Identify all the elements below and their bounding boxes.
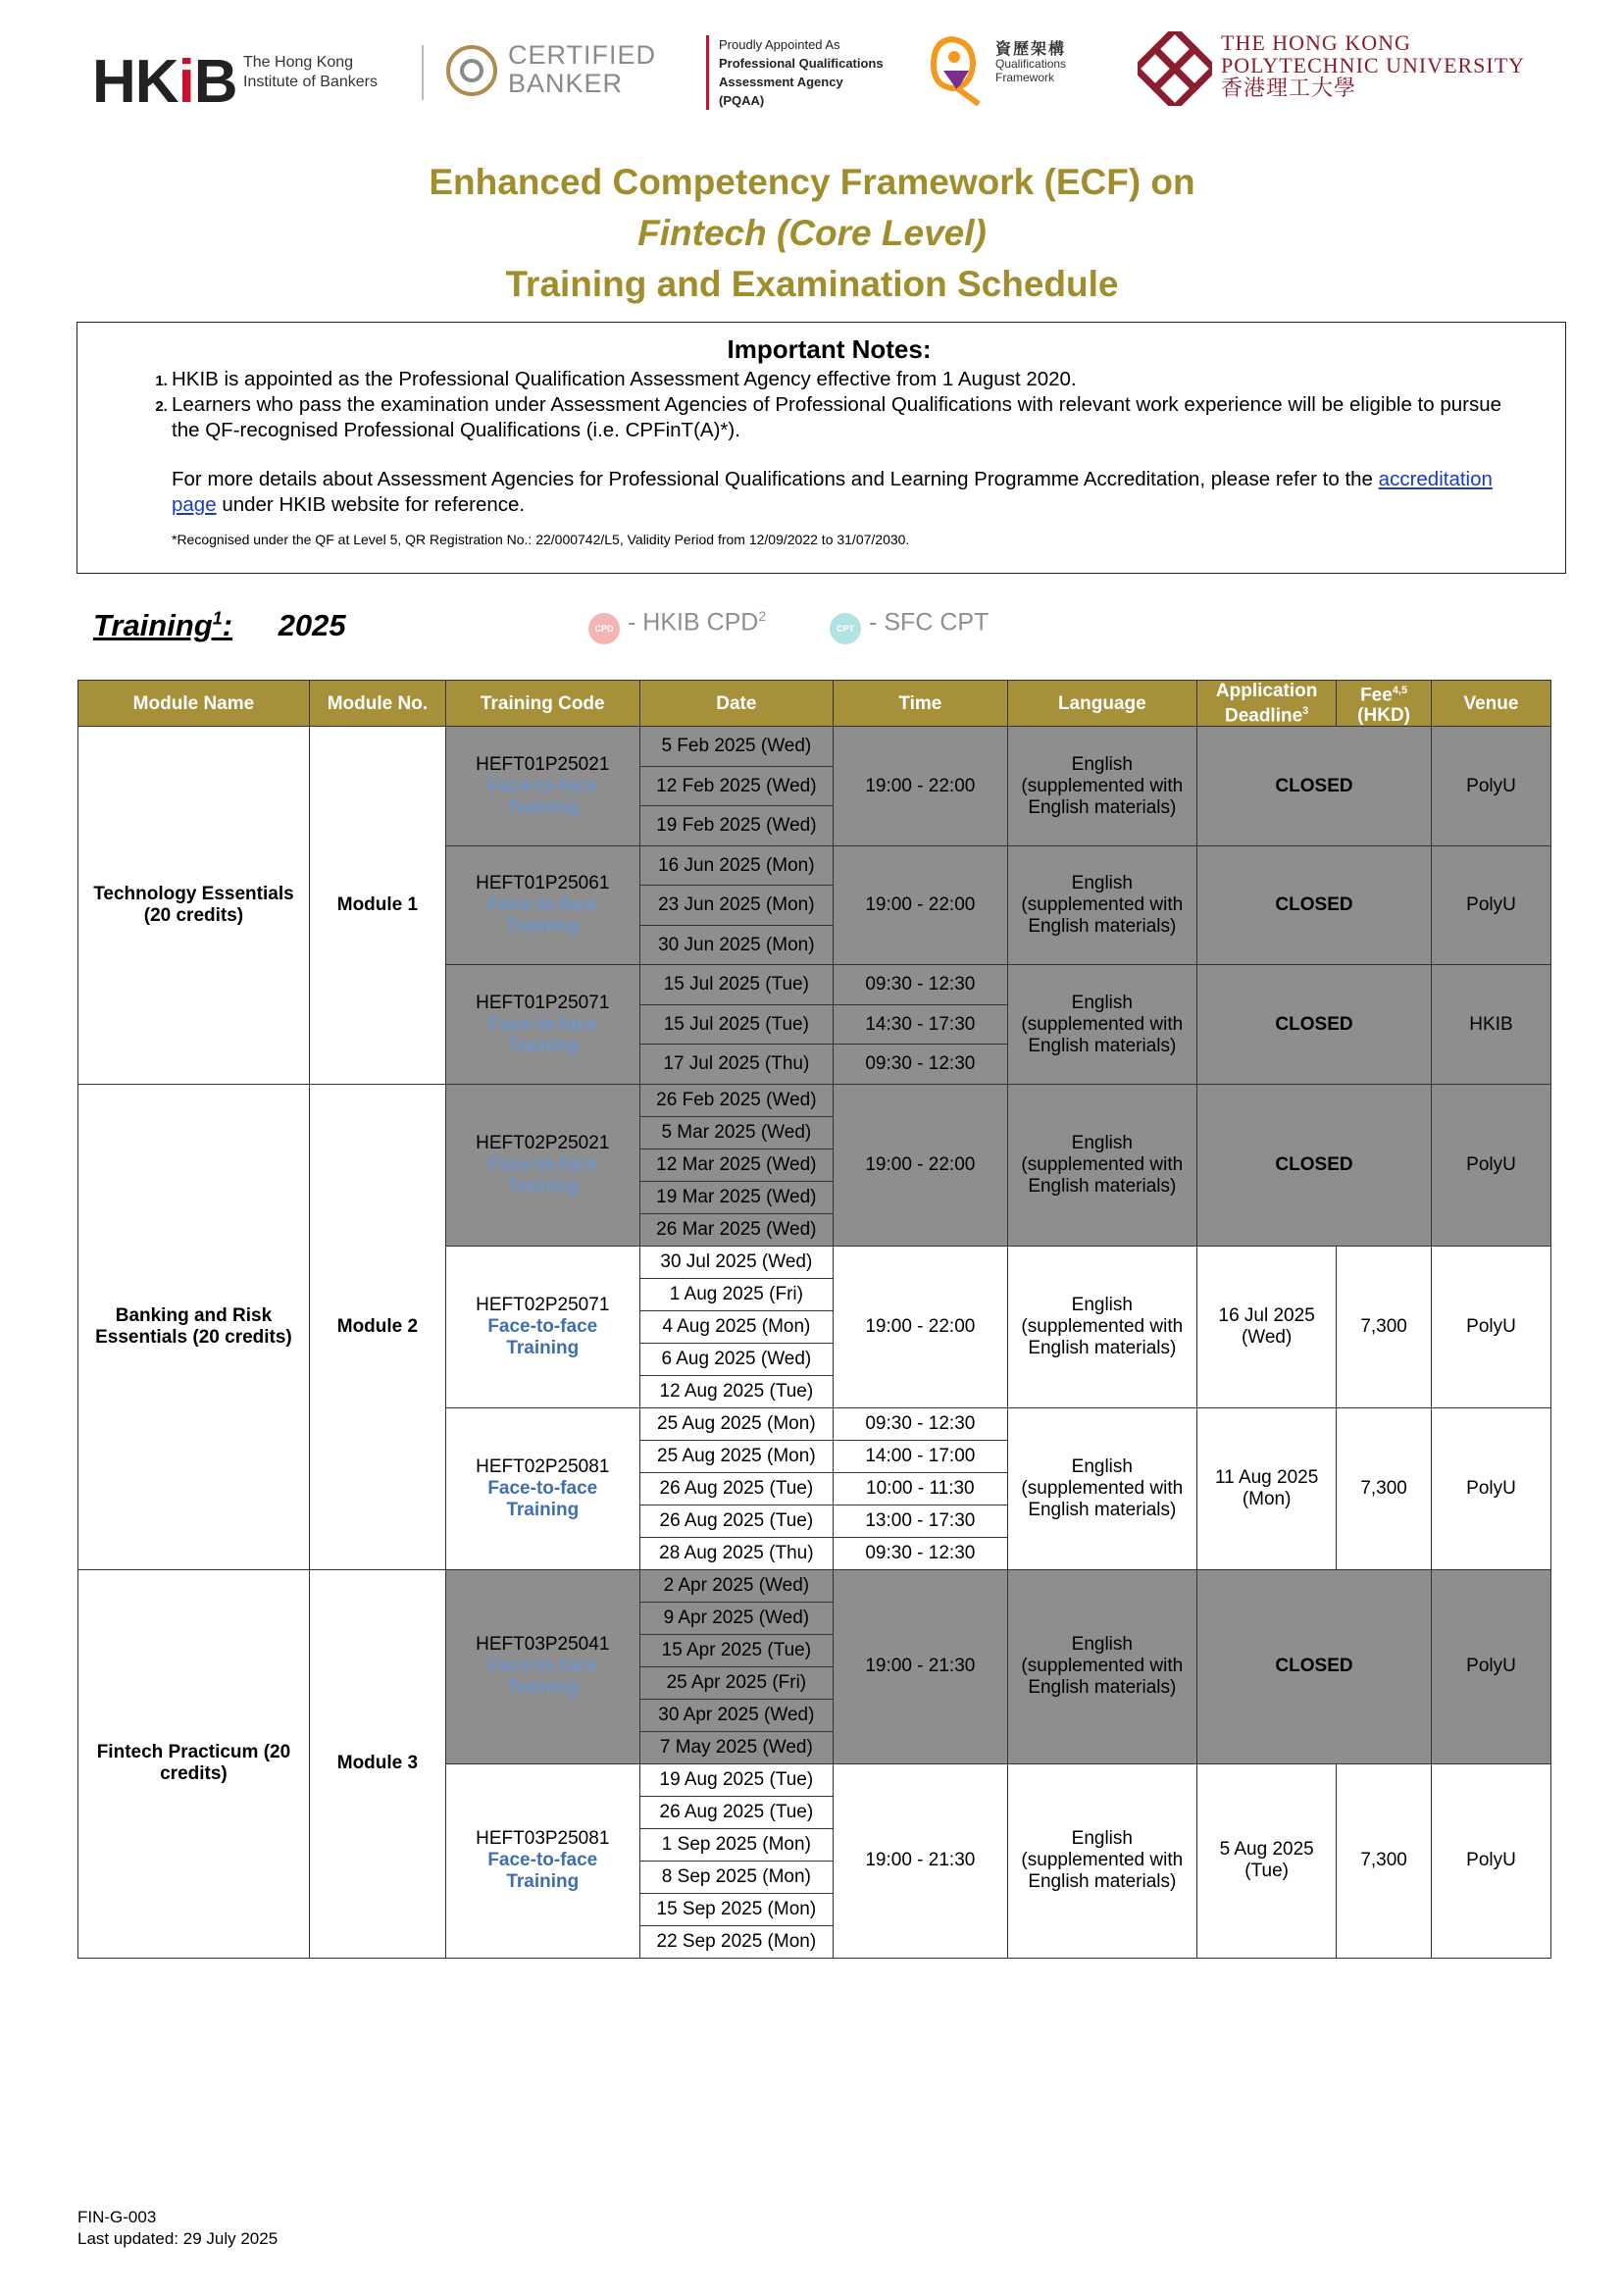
language-cell: English (supplemented with English materials) xyxy=(1007,727,1197,846)
document-code: FIN-G-003 xyxy=(77,2208,157,2226)
date-cell: 23 Jun 2025 (Mon) xyxy=(639,886,834,926)
venue-cell: PolyU xyxy=(1431,845,1550,965)
fee-unit: (HKD) xyxy=(1357,705,1410,727)
language-cell: English (supplemented with English materials) xyxy=(1007,1407,1197,1569)
training-code: HEFT02P25021 xyxy=(476,1132,610,1153)
date-cell: 30 Apr 2025 (Wed) xyxy=(639,1699,834,1731)
legend-cpt: - SFC CPT xyxy=(869,608,990,637)
date-cell: 26 Aug 2025 (Tue) xyxy=(639,1505,834,1537)
logo-strip xyxy=(88,27,1559,126)
polyu-line1: THE HONG KONG xyxy=(1221,30,1411,55)
qf-logo-text xyxy=(995,43,1066,84)
training-code: HEFT02P25071 xyxy=(476,1294,610,1315)
hkib-name xyxy=(243,53,378,92)
training-label: Training xyxy=(93,608,213,642)
col-module-name: Module Name xyxy=(78,681,310,727)
hkib-name-line1: The Hong Kong xyxy=(243,54,354,71)
training-code-cell xyxy=(445,1763,639,1958)
table-row xyxy=(78,1084,1551,1116)
important-notes-box xyxy=(76,322,1566,574)
time-cell: 09:30 - 12:30 xyxy=(834,1537,1007,1569)
date-cell: 25 Aug 2025 (Mon) xyxy=(639,1440,834,1472)
training-code-cell xyxy=(445,1407,639,1569)
note-item-2: 2. Learners who pass the examination under Assessment Agencies of Professional Qualifications with relevant work experience will be eligible to pursue the QF-recognised Professional Qualifications (i.e. CPFinT(A)*). xyxy=(172,392,1526,443)
date-cell: 15 Apr 2025 (Tue) xyxy=(639,1634,834,1666)
date-cell: 12 Aug 2025 (Tue) xyxy=(639,1375,834,1407)
qf-line1: Qualifications xyxy=(995,57,1067,71)
more-info-text-after: under HKIB website for reference. xyxy=(222,493,526,516)
date-cell: 19 Feb 2025 (Wed) xyxy=(639,806,834,846)
training-colon: : xyxy=(222,608,233,642)
notes-heading: Important Notes: xyxy=(727,334,932,364)
col-module-no: Module No. xyxy=(309,681,445,727)
training-code: HEFT01P25061 xyxy=(476,873,610,894)
language-cell: English (supplemented with English materials) xyxy=(1007,1246,1197,1407)
training-code-cell xyxy=(445,845,639,965)
accreditation-page-link[interactable]: accreditation page xyxy=(172,468,1493,516)
note-item-1: 1. HKIB is appointed as the Professional Qualification Assessment Agency effective from 1 August 2020. xyxy=(172,367,1526,392)
notes-list xyxy=(132,367,1526,443)
date-cell: 28 Aug 2025 (Thu) xyxy=(639,1537,834,1569)
closed-status-cell: CLOSED xyxy=(1197,845,1432,965)
training-sup: 1 xyxy=(212,608,223,629)
time-cell: 14:00 - 17:00 xyxy=(834,1440,1007,1472)
table-header-row xyxy=(78,681,1551,727)
legend-cpd: - HKIB CPD xyxy=(628,608,759,637)
face-to-face-tag: Face-to-face Training xyxy=(487,1013,598,1056)
training-year: 2025 xyxy=(278,608,346,642)
training-code: HEFT01P25021 xyxy=(476,753,610,775)
venue-cell: HKIB xyxy=(1431,965,1550,1085)
date-cell: 16 Jun 2025 (Mon) xyxy=(639,845,834,886)
certified-banker-text xyxy=(508,41,656,98)
qf-line2: Framework xyxy=(995,71,1055,84)
training-code-cell xyxy=(445,1084,639,1246)
time-cell: 10:00 - 11:30 xyxy=(834,1472,1007,1505)
date-cell: 12 Feb 2025 (Wed) xyxy=(639,766,834,806)
date-cell: 25 Aug 2025 (Mon) xyxy=(639,1407,834,1440)
time-cell: 09:30 - 12:30 xyxy=(834,965,1007,1005)
page-footer xyxy=(77,2207,278,2250)
time-cell: 19:00 - 21:30 xyxy=(834,1569,1007,1763)
venue-cell: PolyU xyxy=(1431,1407,1550,1569)
certified-banker-line2: BANKER xyxy=(508,69,624,98)
pqaa-line1: Proudly Appointed As xyxy=(719,37,840,52)
deadline-cell: 11 Aug 2025 (Mon) xyxy=(1197,1407,1337,1569)
date-cell: 19 Aug 2025 (Tue) xyxy=(639,1763,834,1796)
face-to-face-tag: Face-to-face Training xyxy=(487,1477,598,1520)
time-cell: 19:00 - 21:30 xyxy=(834,1763,1007,1958)
col-venue: Venue xyxy=(1431,681,1550,727)
date-cell: 15 Sep 2025 (Mon) xyxy=(639,1893,834,1925)
deadline-sup: 3 xyxy=(1302,705,1309,717)
time-cell: 19:00 - 22:00 xyxy=(834,1246,1007,1407)
language-cell: English (supplemented with English materials) xyxy=(1007,1084,1197,1246)
module-no-cell: Module 1 xyxy=(309,727,445,1085)
date-cell: 5 Mar 2025 (Wed) xyxy=(639,1116,834,1148)
date-cell: 15 Jul 2025 (Tue) xyxy=(639,965,834,1005)
pqaa-line2: Professional Qualifications xyxy=(719,56,884,71)
face-to-face-tag: Face-to-face Training xyxy=(487,1315,598,1358)
venue-cell: PolyU xyxy=(1431,1763,1550,1958)
language-cell: English (supplemented with English materials) xyxy=(1007,845,1197,965)
schedule-table xyxy=(77,680,1551,1959)
cpd-cpt-legend xyxy=(588,608,989,644)
closed-status-cell: CLOSED xyxy=(1197,1569,1432,1763)
face-to-face-tag: Face-to-face Training xyxy=(487,1153,598,1197)
qf-zh: 資歷架構 xyxy=(995,41,1067,58)
title-line1: Enhanced Competency Framework (ECF) on xyxy=(429,162,1195,202)
venue-cell: PolyU xyxy=(1431,1569,1550,1763)
date-cell: 6 Aug 2025 (Wed) xyxy=(639,1343,834,1375)
date-cell: 15 Jul 2025 (Tue) xyxy=(639,1004,834,1045)
legend-cpd-sup: 2 xyxy=(758,608,767,624)
notes-more-info xyxy=(172,467,1526,518)
module-name-cell: Banking and Risk Essentials (20 credits) xyxy=(78,1084,310,1569)
polyu-logo-text xyxy=(1221,31,1525,99)
venue-cell: PolyU xyxy=(1431,727,1550,846)
face-to-face-tag: Face-to-face Training xyxy=(487,775,598,818)
col-date: Date xyxy=(639,681,834,727)
module-no-cell: Module 2 xyxy=(309,1084,445,1569)
date-cell: 2 Apr 2025 (Wed) xyxy=(639,1569,834,1602)
cpd-badge-icon: CPD xyxy=(588,613,620,644)
col-fee xyxy=(1337,681,1432,727)
training-heading xyxy=(93,608,346,643)
date-cell: 30 Jul 2025 (Wed) xyxy=(639,1246,834,1278)
last-updated: Last updated: 29 July 2025 xyxy=(77,2229,279,2248)
col-deadline xyxy=(1197,681,1337,727)
time-cell: 14:30 - 17:30 xyxy=(834,1004,1007,1045)
date-cell: 26 Feb 2025 (Wed) xyxy=(639,1084,834,1116)
date-cell: 7 May 2025 (Wed) xyxy=(639,1731,834,1763)
date-cell: 12 Mar 2025 (Wed) xyxy=(639,1148,834,1181)
venue-cell: PolyU xyxy=(1431,1084,1550,1246)
date-cell: 1 Aug 2025 (Fri) xyxy=(639,1278,834,1310)
notes-footnote: *Recognised under the QF at Level 5, QR Registration No.: 22/000742/L5, Validity Period from 12/09/2022 to 31/07/2030. xyxy=(172,532,910,547)
closed-status-cell: CLOSED xyxy=(1197,727,1432,846)
time-cell: 13:00 - 17:30 xyxy=(834,1505,1007,1537)
col-language: Language xyxy=(1007,681,1197,727)
date-cell: 26 Mar 2025 (Wed) xyxy=(639,1213,834,1246)
training-code-cell xyxy=(445,965,639,1085)
fee-label: Fee xyxy=(1360,685,1393,706)
date-cell: 17 Jul 2025 (Thu) xyxy=(639,1045,834,1085)
date-cell: 30 Jun 2025 (Mon) xyxy=(639,925,834,965)
training-code: HEFT03P25041 xyxy=(476,1634,610,1656)
fee-cell: 7,300 xyxy=(1337,1407,1432,1569)
training-code-cell xyxy=(445,1246,639,1407)
pqaa-line4: (PQAA) xyxy=(719,93,765,108)
certified-banker-icon xyxy=(446,45,497,96)
date-cell: 26 Aug 2025 (Tue) xyxy=(639,1472,834,1505)
language-cell: English (supplemented with English materials) xyxy=(1007,1763,1197,1958)
closed-status-cell: CLOSED xyxy=(1197,1084,1432,1246)
closed-status-cell: CLOSED xyxy=(1197,965,1432,1085)
venue-cell: PolyU xyxy=(1431,1246,1550,1407)
pqaa-label xyxy=(706,35,884,110)
table-row xyxy=(78,727,1551,767)
time-cell: 19:00 - 22:00 xyxy=(834,845,1007,965)
module-no-cell: Module 3 xyxy=(309,1569,445,1958)
cpt-badge-icon: CPT xyxy=(830,613,861,644)
deadline-label: Application Deadline xyxy=(1215,681,1318,727)
fee-cell: 7,300 xyxy=(1337,1246,1432,1407)
polyu-line2: POLYTECHNIC UNIVERSITY xyxy=(1221,53,1526,77)
deadline-cell: 5 Aug 2025 (Tue) xyxy=(1197,1763,1337,1958)
face-to-face-tag: Face-to-face Training xyxy=(487,1656,598,1699)
title-line2: Fintech (Core Level) xyxy=(637,213,987,253)
page-title xyxy=(0,157,1624,310)
date-cell: 19 Mar 2025 (Wed) xyxy=(639,1181,834,1213)
training-code-cell xyxy=(445,1569,639,1763)
logo-divider xyxy=(422,45,424,100)
date-cell: 9 Apr 2025 (Wed) xyxy=(639,1602,834,1634)
module-name-cell: Technology Essentials (20 credits) xyxy=(78,727,310,1085)
fee-sup: 4,5 xyxy=(1392,685,1408,696)
pqaa-line3: Assessment Agency xyxy=(719,75,843,89)
module-name-cell: Fintech Practicum (20 credits) xyxy=(78,1569,310,1958)
date-cell: 5 Feb 2025 (Wed) xyxy=(639,727,834,767)
date-cell: 22 Sep 2025 (Mon) xyxy=(639,1925,834,1958)
language-cell: English (supplemented with English materials) xyxy=(1007,965,1197,1085)
time-cell: 19:00 - 22:00 xyxy=(834,1084,1007,1246)
face-to-face-tag: Face-to-face Training xyxy=(487,894,598,938)
deadline-cell: 16 Jul 2025 (Wed) xyxy=(1197,1246,1337,1407)
schedule-body xyxy=(78,727,1551,1959)
date-cell: 8 Sep 2025 (Mon) xyxy=(639,1861,834,1893)
certified-banker-line1: CERTIFIED xyxy=(508,40,657,70)
time-cell: 19:00 - 22:00 xyxy=(834,727,1007,846)
date-cell: 25 Apr 2025 (Fri) xyxy=(639,1666,834,1699)
time-cell: 09:30 - 12:30 xyxy=(834,1045,1007,1085)
qf-logo-icon xyxy=(922,31,990,110)
time-cell: 09:30 - 12:30 xyxy=(834,1407,1007,1440)
col-training-code: Training Code xyxy=(445,681,639,727)
training-code: HEFT02P25081 xyxy=(476,1455,610,1477)
date-cell: 4 Aug 2025 (Mon) xyxy=(639,1310,834,1343)
title-line3: Training and Examination Schedule xyxy=(505,264,1119,304)
date-cell: 26 Aug 2025 (Tue) xyxy=(639,1796,834,1828)
training-code: HEFT03P25081 xyxy=(476,1828,610,1850)
polyu-zh: 香港理工大學 xyxy=(1221,76,1357,100)
hkib-logo: HKiB xyxy=(92,48,237,116)
col-time: Time xyxy=(834,681,1007,727)
language-cell: English (supplemented with English materials) xyxy=(1007,1569,1197,1763)
date-cell: 1 Sep 2025 (Mon) xyxy=(639,1828,834,1861)
training-code: HEFT01P25071 xyxy=(476,992,610,1013)
face-to-face-tag: Face-to-face Training xyxy=(487,1850,598,1893)
fee-cell: 7,300 xyxy=(1337,1763,1432,1958)
hkib-name-line2: Institute of Bankers xyxy=(243,74,378,90)
training-code-cell xyxy=(445,727,639,846)
polyu-logo-icon xyxy=(1138,31,1212,106)
more-info-text: For more details about Assessment Agencies for Professional Qualifications and Learning Programme Accreditation, please refer to the xyxy=(172,468,1373,490)
table-row xyxy=(78,1569,1551,1602)
